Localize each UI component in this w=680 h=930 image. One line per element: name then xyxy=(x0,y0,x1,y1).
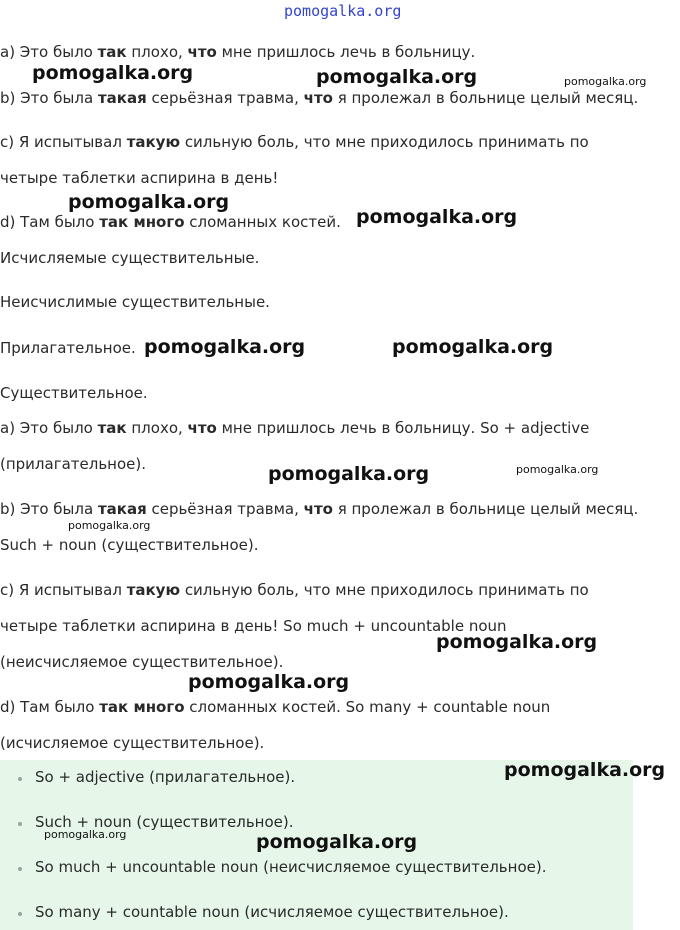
answer-c xyxy=(0,580,589,600)
answer-d-end: сломанных костей. So many + countable noun xyxy=(184,698,551,716)
answer-a-mid: плохо, xyxy=(126,419,188,437)
answer-c-line2: четыре таблетки аспирина в день! So much + uncountable noun xyxy=(0,617,507,635)
answer-c-end: сильную боль, что мне приходилось принимать по xyxy=(180,581,589,599)
category-countable: Исчисляемые существительные. xyxy=(0,249,260,267)
answer-c-prefix: c) Я испытывал xyxy=(0,581,127,599)
summary-item: Such + noun (существительное). xyxy=(35,813,294,831)
watermark: pomogalka.org xyxy=(144,336,306,358)
watermark: pomogalka.org xyxy=(516,463,599,476)
task-d-end: сломанных костей. xyxy=(184,213,341,231)
answer-c-line3: (неисчисляемое существительное). xyxy=(0,653,284,671)
bullet-dot xyxy=(18,822,22,826)
watermark: pomogalka.org xyxy=(44,828,127,841)
answer-b-bold2: что xyxy=(303,500,333,518)
watermark: pomogalka.org xyxy=(268,463,430,485)
watermark: pomogalka.org xyxy=(356,206,518,228)
task-b-bold1: такая xyxy=(97,89,147,107)
task-d xyxy=(0,212,341,232)
watermark: pomogalka.org xyxy=(436,631,598,653)
task-a-bold2: что xyxy=(187,43,217,61)
summary-item: So + adjective (прилагательное). xyxy=(35,768,296,786)
watermark: pomogalka.org xyxy=(316,66,478,88)
answer-a-line2: (прилагательное). xyxy=(0,455,147,473)
bullet-dot xyxy=(18,912,22,916)
task-a-mid: плохо, xyxy=(126,43,188,61)
task-a-end: мне пришлось лечь в больницу. xyxy=(216,43,476,61)
watermark: pomogalka.org xyxy=(392,336,554,358)
answer-d-prefix: d) Там было xyxy=(0,698,100,716)
task-d-prefix: d) Там было xyxy=(0,213,100,231)
answer-a-end: мне пришлось лечь в больницу. So + adjective xyxy=(216,419,590,437)
summary-item: So much + uncountable noun (неисчисляемое существительное). xyxy=(35,858,547,876)
answer-c-bold1: такую xyxy=(126,581,181,599)
task-c-line2: четыре таблетки аспирина в день! xyxy=(0,169,279,187)
answer-a xyxy=(0,418,589,438)
task-c-prefix: c) Я испытывал xyxy=(0,133,127,151)
answer-a-bold1: так xyxy=(97,419,127,437)
answer-b-line2: Such + noun (существительное). xyxy=(0,536,259,554)
task-a-bold1: так xyxy=(97,43,127,61)
category-noun: Существительное. xyxy=(0,384,148,402)
task-b-end: я пролежал в больнице целый месяц. xyxy=(332,89,639,107)
summary-item: So many + countable noun (исчисляемое существительное). xyxy=(35,903,509,921)
task-c-end: сильную боль, что мне приходилось принимать по xyxy=(180,133,589,151)
task-a-prefix: a) Это было xyxy=(0,43,98,61)
watermark: pomogalka.org xyxy=(68,191,230,213)
answer-b-end: я пролежал в больнице целый месяц. xyxy=(332,500,639,518)
answer-b-bold1: такая xyxy=(97,500,147,518)
task-b-prefix: b) Это была xyxy=(0,89,98,107)
task-b-mid: серьёзная травма, xyxy=(146,89,304,107)
watermark: pomogalka.org xyxy=(32,62,194,84)
category-adjective: Прилагательное. xyxy=(0,339,136,357)
watermark: pomogalka.org xyxy=(256,831,418,853)
answer-b-mid: серьёзная травма, xyxy=(146,500,304,518)
task-c-bold1: такую xyxy=(126,133,181,151)
bullet-dot xyxy=(18,867,22,871)
task-c xyxy=(0,132,589,152)
answer-b xyxy=(0,499,638,519)
watermark: pomogalka.org xyxy=(188,671,350,693)
answer-d-line2: (исчисляемое существительное). xyxy=(0,734,265,752)
answer-d xyxy=(0,697,550,717)
watermark: pomogalka.org xyxy=(564,75,647,88)
category-uncountable: Неисчислимые существительные. xyxy=(0,293,270,311)
answer-a-prefix: a) Это было xyxy=(0,419,98,437)
header-watermark: pomogalka.org xyxy=(284,2,402,20)
answer-d-bold1: так много xyxy=(99,698,185,716)
answer-b-prefix: b) Это была xyxy=(0,500,98,518)
watermark: pomogalka.org xyxy=(504,759,666,781)
task-a xyxy=(0,42,475,62)
task-b-bold2: что xyxy=(303,89,333,107)
task-b xyxy=(0,88,638,108)
answer-a-bold2: что xyxy=(187,419,217,437)
watermark: pomogalka.org xyxy=(68,519,151,532)
task-d-bold1: так много xyxy=(99,213,185,231)
bullet-dot xyxy=(18,777,22,781)
